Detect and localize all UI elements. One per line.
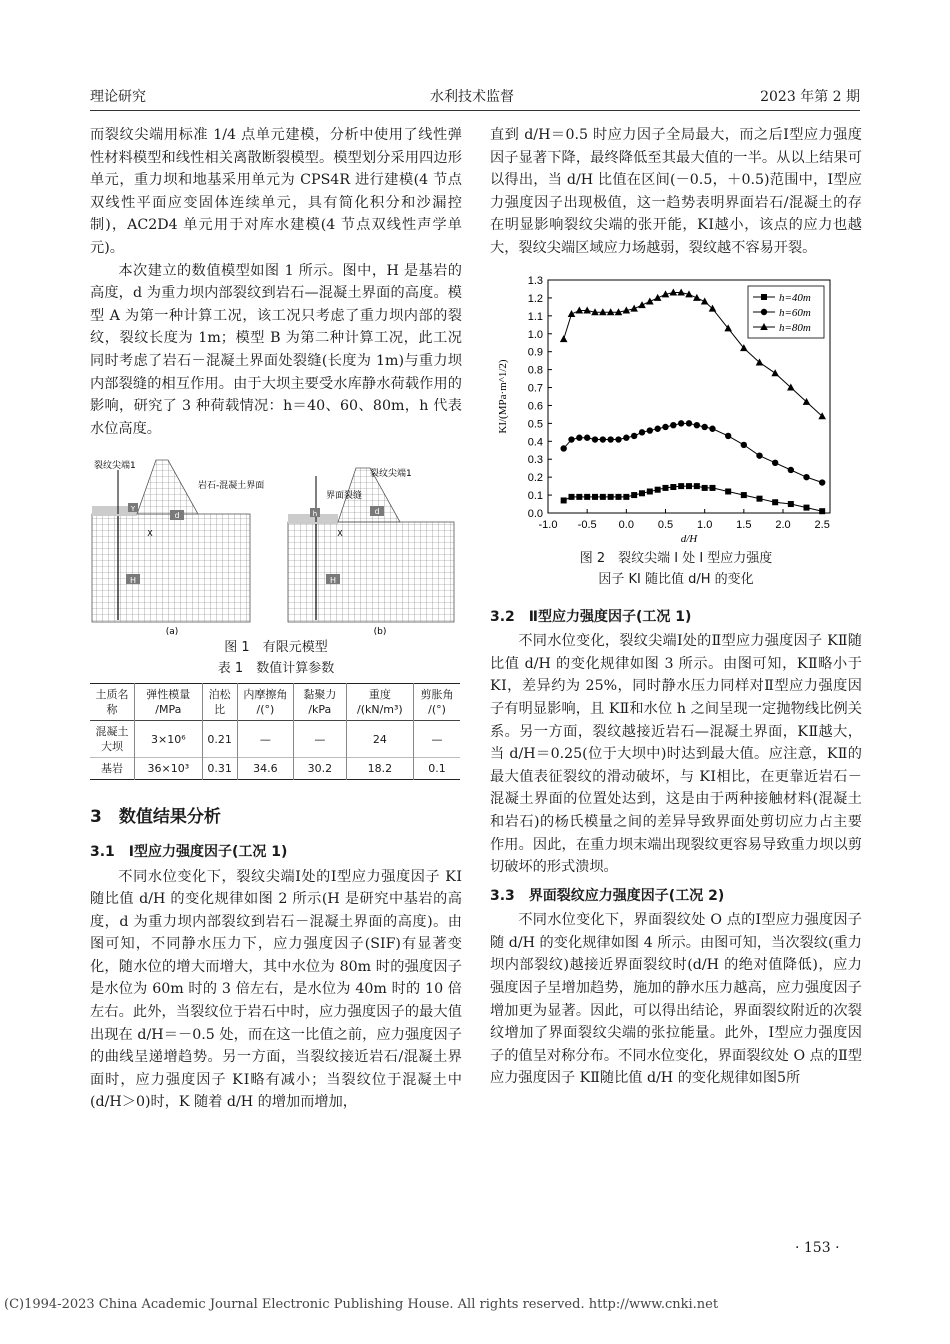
section-3-heading: 3 数值结果分析 bbox=[90, 807, 221, 828]
data-point bbox=[639, 429, 645, 435]
y-tick-label: 0.4 bbox=[527, 435, 543, 448]
table1-header: 泊松比 bbox=[202, 684, 237, 721]
fig1-finite-element-model bbox=[90, 452, 462, 637]
data-point bbox=[623, 493, 629, 499]
data-point bbox=[607, 436, 613, 442]
legend-label: h=80m bbox=[779, 321, 811, 334]
data-point bbox=[702, 484, 708, 490]
data-point bbox=[756, 452, 762, 458]
series-h=40m bbox=[561, 483, 825, 514]
table-cell: — bbox=[294, 721, 347, 758]
y-tick-label: 0.1 bbox=[527, 489, 543, 502]
page-number: · 153 · bbox=[795, 1240, 840, 1256]
table-cell: 24 bbox=[346, 721, 414, 758]
fig1-model-b bbox=[288, 467, 454, 637]
table1-parameters bbox=[90, 683, 460, 780]
table-cell: 0.1 bbox=[414, 758, 460, 780]
data-point bbox=[607, 308, 615, 315]
data-point bbox=[560, 335, 568, 342]
y-tick-label: 0.5 bbox=[527, 417, 543, 430]
table-cell: 混凝土大坝 bbox=[95, 725, 129, 754]
data-point bbox=[569, 493, 575, 499]
page-header bbox=[90, 86, 860, 110]
data-point bbox=[615, 436, 621, 442]
y-tick-label: 0.7 bbox=[527, 382, 543, 395]
table-cell: — bbox=[414, 721, 460, 758]
data-point bbox=[670, 288, 678, 295]
table-row bbox=[90, 721, 460, 758]
data-point bbox=[694, 483, 700, 489]
table-cell: 基岩 bbox=[100, 762, 123, 776]
data-point bbox=[638, 301, 646, 308]
data-point bbox=[560, 445, 566, 451]
fig1-sym-X-a: X bbox=[147, 529, 153, 539]
series-h=60m bbox=[560, 420, 825, 486]
data-point bbox=[584, 493, 590, 499]
data-point bbox=[623, 434, 629, 440]
data-point bbox=[678, 420, 684, 426]
table1-caption: 表 1 数值计算参数 bbox=[217, 661, 335, 677]
table1-header: 内摩擦角 /(°) bbox=[237, 684, 293, 721]
data-point bbox=[568, 310, 576, 317]
data-point bbox=[592, 493, 598, 499]
data-point bbox=[686, 483, 692, 489]
data-point bbox=[654, 425, 660, 431]
x-tick-label: -0.5 bbox=[577, 518, 597, 531]
fig1-sym-H-a: H bbox=[129, 576, 137, 586]
x-axis-label: d/H bbox=[680, 532, 698, 545]
x-tick-label: -1.0 bbox=[538, 518, 558, 531]
data-point bbox=[608, 493, 614, 499]
table-row bbox=[90, 758, 460, 780]
data-point bbox=[709, 425, 715, 431]
table-cell: 3×10⁶ bbox=[134, 721, 202, 758]
data-point bbox=[819, 479, 825, 485]
fig1-label-interface: 岩石-混凝土界面 bbox=[198, 481, 265, 492]
data-point bbox=[561, 497, 567, 503]
data-point bbox=[600, 493, 606, 499]
right-paragraph-3: 不同水位变化下，界面裂纹处 O 点的Ⅰ型应力强度因子随 d/H 的变化规律如图 4 所示。由图可知，当次裂纹(重力坝内部裂纹)越接近界面裂纹时(d/H 的绝对值降低)，应力强度因子呈增加趋势，施加的静水压力越高，应力强度因子增加更为显著。因此，可以得出结论，界面裂纹附近的次裂纹增加了界面裂纹尖端的张拉能量。此外，Ⅰ型应力强度因子的值呈对称分布。不同水位变化，界面裂纹处 O 点的Ⅱ型应力强度因子 KⅡ随比值 d/H 的变化规律如图5所 bbox=[490, 912, 862, 1087]
data-point bbox=[678, 483, 684, 489]
y-axis-label: KI/(MPa·m^1/2) bbox=[497, 358, 509, 434]
data-point bbox=[725, 488, 731, 494]
data-point bbox=[568, 436, 574, 442]
data-point bbox=[772, 499, 778, 505]
data-point bbox=[757, 495, 763, 501]
fig1-sym-d-b: d bbox=[374, 507, 380, 517]
table-cell: 36×10³ bbox=[134, 758, 202, 780]
data-point bbox=[647, 427, 653, 433]
data-point bbox=[646, 297, 654, 304]
data-point bbox=[670, 422, 676, 428]
table1-header: 黏聚力 /kPa bbox=[294, 684, 347, 721]
data-point bbox=[655, 486, 661, 492]
data-point bbox=[803, 474, 809, 480]
data-point bbox=[725, 432, 731, 438]
data-point bbox=[631, 432, 637, 438]
fig2-chart bbox=[490, 268, 862, 548]
fig1-label-crack-tip-b: 裂纹尖端1 bbox=[370, 469, 412, 480]
fig1-sym-d-a: d bbox=[174, 511, 180, 521]
table-cell: 18.2 bbox=[346, 758, 414, 780]
y-tick-label: 0.0 bbox=[527, 507, 543, 520]
right-paragraph-1: 直到 d/H＝0.5 时应力因子全局最大，而之后Ⅰ型应力强度因子显著下降，最终降低至其最大值的一半。从以上结果可以得出，当 d/H 比值在区间(－0.5，＋0.5)范围中，Ⅰ型应力强度因子出现极值，这一趋势表明界面岩石/混凝土的存在明显影响裂纹尖端的张开能，KⅠ越小，该点的应力也越大，裂纹尖端区域应力场越弱，裂纹越不容易开裂。 bbox=[490, 127, 862, 256]
header-section: 理论研究 bbox=[90, 89, 146, 105]
table1-header: 重度 /(kN/m³) bbox=[346, 684, 414, 721]
subsection-3-3-heading: 3.3 界面裂纹应力强度因子(工况 2) bbox=[490, 887, 725, 904]
y-tick-label: 1.1 bbox=[527, 310, 543, 323]
data-point bbox=[654, 293, 662, 300]
fig1-sub-b: (b) bbox=[373, 627, 387, 638]
left-paragraph-2: 本次建立的数值模型如图 1 所示。图中，H 是基岩的高度，d 为重力坝内部裂纹到岩石—混凝土界面的高度。模型 A 为第一种计算工况，该工况只考虑了重力坝内部的裂纹，裂纹长度为 1m；模型 B 为第二种计算工况，此工况同时考虑了岩石－混凝土界面处裂缝(长度为 1m)与重力坝内部裂缝的相互作用。由于大坝主要受水库静水荷载作用的影响，研究了 3 种荷载情况：h＝40、60、80m，h 代表水位高度。 bbox=[90, 262, 462, 437]
x-tick-label: 2.0 bbox=[775, 518, 791, 531]
data-point bbox=[710, 484, 716, 490]
x-tick-label: 0.0 bbox=[618, 518, 634, 531]
left-column bbox=[90, 124, 462, 1114]
data-point bbox=[701, 297, 709, 304]
table1-header: 弹性模量 /MPa bbox=[134, 684, 202, 721]
table-cell: 30.2 bbox=[294, 758, 347, 780]
series-line bbox=[564, 423, 822, 482]
left-paragraph-3: 不同水位变化下，裂纹尖端Ⅰ处的Ⅰ型应力强度因子 KⅠ随比值 d/H 的变化规律如图 2 所示(H 是研究中基岩的高度，d 为重力坝内部裂纹到岩石－混凝土界面的高度)。由图可知，不同静水压力下，应力强度因子(SIF)有显著变化，随水位的增大而增大，其中水位为 80m 时的强度因子是水位为 60m 时的 3 倍左右，是水位为 40m 时的 10 倍左右。此外，当裂纹位于岩石中时，应力强度因子的最大值出现在 d/H＝－0.5 处，而在这一比值之前，应力强度因子的曲线呈递增趋势。另一方面，当裂纹接近岩石/混凝土界面时，应力强度因子 KⅠ略有减小；当裂纹位于混凝土中(d/H＞0)时，K 随着 d/H 的增加而增加， bbox=[90, 868, 462, 1111]
data-point bbox=[819, 508, 825, 514]
subsection-3-2-heading: 3.2 Ⅱ型应力强度因子(工况 1) bbox=[490, 608, 692, 625]
data-point bbox=[663, 484, 669, 490]
data-point bbox=[631, 492, 637, 498]
y-tick-label: 1.2 bbox=[527, 292, 543, 305]
data-point bbox=[772, 459, 778, 465]
copyright-line: (C)1994-2023 China Academic Journal Electronic Publishing House. All rights reserved. http://www.cnki.net bbox=[4, 1297, 719, 1312]
fig1-model-a bbox=[92, 459, 264, 637]
x-tick-label: 2.5 bbox=[814, 518, 830, 531]
y-tick-label: 0.3 bbox=[527, 453, 543, 466]
fig1-sym-Y-a: Y bbox=[130, 505, 136, 514]
table-cell: 34.6 bbox=[237, 758, 293, 780]
chart-legend bbox=[748, 286, 824, 338]
subsection-3-1-heading: 3.1 Ⅰ型应力强度因子(工况 1) bbox=[90, 843, 288, 860]
fig1-label-crack-tip-a: 裂纹尖端1 bbox=[94, 461, 136, 472]
data-point bbox=[686, 420, 692, 426]
data-point bbox=[804, 504, 810, 510]
data-point bbox=[592, 436, 598, 442]
x-tick-label: 0.5 bbox=[657, 518, 674, 531]
fig2-caption-line-1: 图 2 裂纹尖端 Ⅰ 处 Ⅰ 型应力强度 bbox=[579, 550, 773, 566]
fig2-caption-line-2: 因子 KⅠ 随比值 d/H 的变化 bbox=[598, 571, 754, 587]
header-issue: 2023 年第 2 期 bbox=[760, 89, 860, 105]
data-point bbox=[761, 308, 767, 314]
left-paragraph-1: 而裂纹尖端用标准 1/4 点单元建模，分析中使用了线性弹性材料模型和线性相关离散断裂模型。模型划分采用四边形单元，重力坝和地基采用单元为 CPS4R 进行建模(4 节点双线性平面应变固体连续单元，具有简化积分和沙漏控制)，AC2D4 单元用于对库水建模(4 节点双线性声学单元)。 bbox=[90, 127, 462, 256]
table-cell: 0.31 bbox=[202, 758, 237, 780]
y-tick-label: 0.9 bbox=[527, 346, 543, 359]
data-point bbox=[694, 422, 700, 428]
data-point bbox=[788, 501, 794, 507]
y-tick-label: 0.2 bbox=[527, 471, 543, 484]
fig1-sub-a: (a) bbox=[165, 627, 179, 638]
data-point bbox=[741, 492, 747, 498]
y-tick-label: 1.3 bbox=[527, 274, 543, 287]
y-tick-label: 0.6 bbox=[527, 400, 543, 413]
data-point bbox=[761, 294, 767, 300]
y-tick-label: 1.0 bbox=[527, 328, 543, 341]
data-point bbox=[639, 490, 645, 496]
table-cell: 0.21 bbox=[202, 721, 237, 758]
data-point bbox=[677, 288, 685, 295]
y-tick-label: 0.8 bbox=[527, 364, 543, 377]
data-point bbox=[600, 436, 606, 442]
table1-header-row bbox=[90, 684, 460, 721]
data-point bbox=[662, 423, 668, 429]
data-point bbox=[576, 493, 582, 499]
legend-label: h=40m bbox=[779, 291, 811, 304]
data-point bbox=[670, 484, 676, 490]
data-point bbox=[701, 423, 707, 429]
table1-header: 土质名称 bbox=[95, 688, 129, 717]
data-point bbox=[693, 293, 701, 300]
fig1-sym-H-b: H bbox=[329, 576, 337, 586]
table1-header: 剪胀角 /(°) bbox=[414, 684, 460, 721]
data-point bbox=[599, 308, 607, 315]
data-point bbox=[584, 434, 590, 440]
right-paragraph-2: 不同水位变化，裂纹尖端Ⅰ处的Ⅱ型应力强度因子 KⅡ随比值 d/H 的变化规律如图 3 所示。由图可知，KⅡ略小于 KⅠ，差异约为 25%，同时静水压力同样对Ⅱ型应力强度因子有明显影响，且 KⅡ和水位 h 之间呈现一定抛物线比例关系。另一方面，裂纹越接近岩石—混凝土界面，KⅡ越大，当 d/H＝0.25(位于大坝中)时达到最大值。应注意，KⅡ的最大值表征裂纹的滑动破坏，与 KⅠ相比，在更靠近岩石－混凝土界面的位置处达到，这是由于两种接触材料(混凝土和岩石)的杨氏模量之间的差异导致界面处剪切应力占主要作用。因此，在重力坝末端出现裂纹更容易导致重力坝以剪切破坏的形式溃坝。 bbox=[490, 633, 862, 876]
data-point bbox=[616, 493, 622, 499]
x-tick-label: 1.5 bbox=[736, 518, 752, 531]
legend-label: h=60m bbox=[779, 306, 811, 319]
header-rule bbox=[90, 110, 860, 111]
right-column bbox=[490, 124, 862, 1090]
fig1-label-interface-crack: 界面裂缝 bbox=[326, 491, 363, 502]
data-point bbox=[788, 466, 794, 472]
data-point bbox=[771, 369, 779, 376]
data-point bbox=[630, 304, 638, 311]
x-tick-label: 1.0 bbox=[697, 518, 713, 531]
data-point bbox=[741, 441, 747, 447]
data-point bbox=[647, 488, 653, 494]
table-cell: — bbox=[237, 721, 293, 758]
header-journal: 水利技术监督 bbox=[430, 89, 514, 105]
fig1-sym-h-b: h bbox=[312, 510, 318, 519]
fig1-sym-X-b: X bbox=[337, 529, 343, 539]
data-point bbox=[576, 434, 582, 440]
fig1-caption: 图 1 有限元模型 bbox=[224, 640, 328, 656]
